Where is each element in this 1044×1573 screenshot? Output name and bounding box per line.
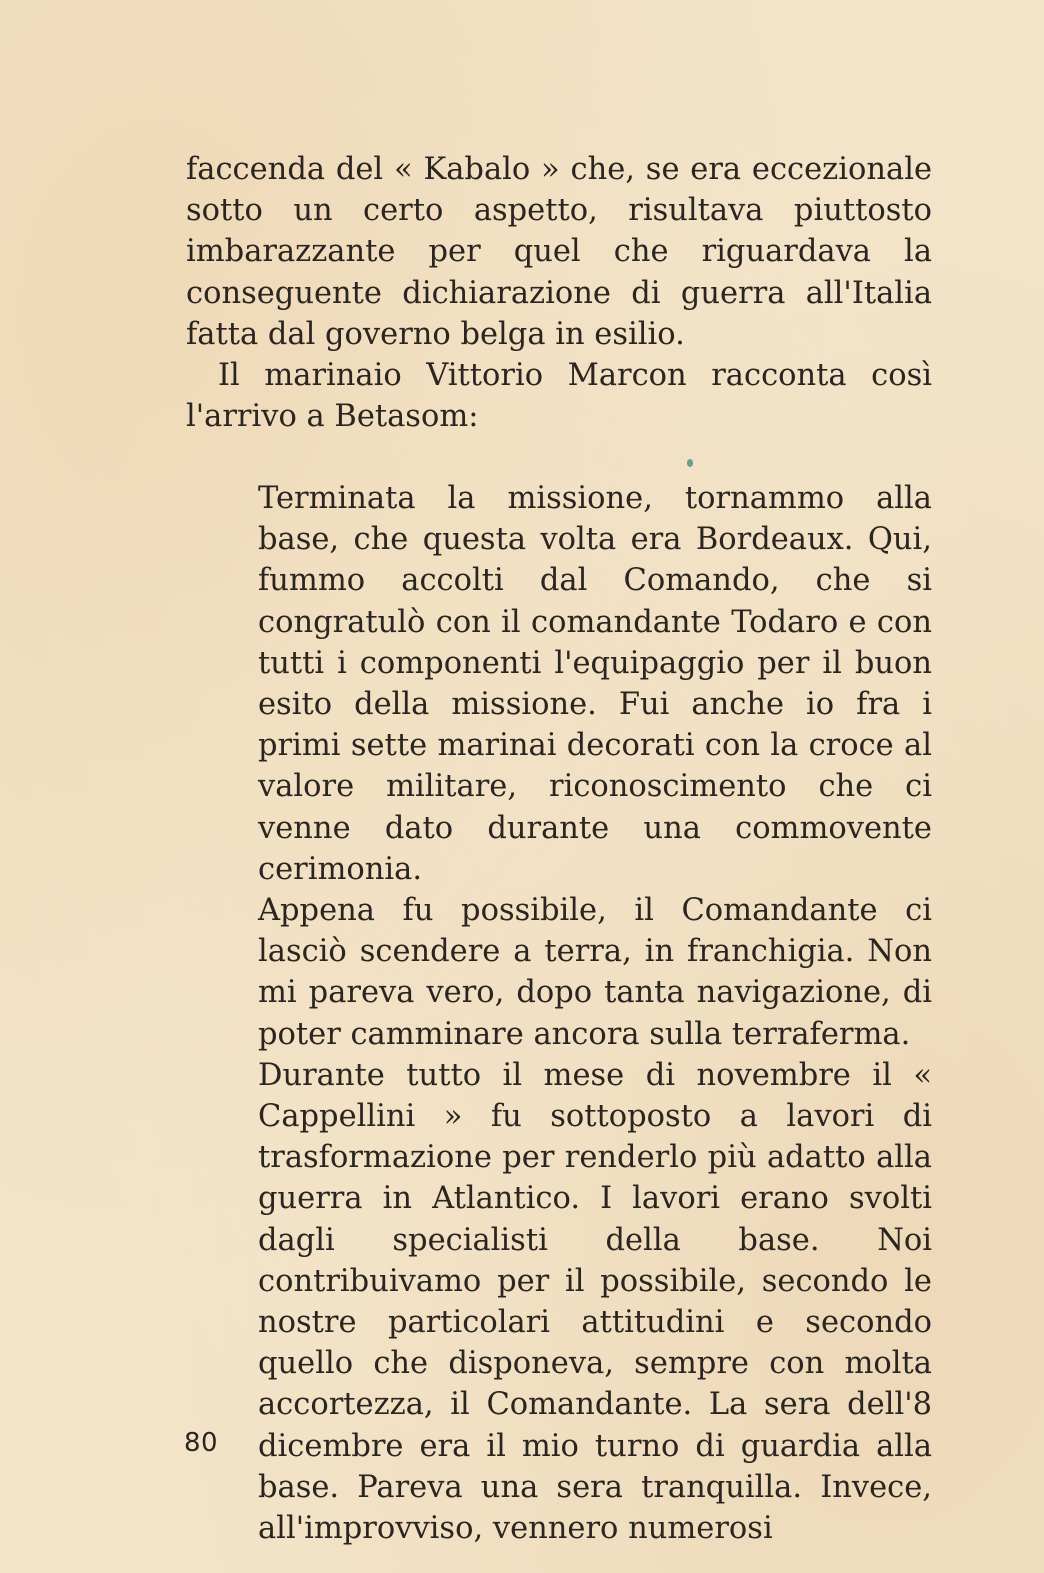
quote-paragraph-3: Durante tutto il mese di novembre il « Cappellini » fu sottoposto a lavori di trasformazione per renderlo più adatto alla guerra in Atlantico. I lavori erano svolti dagli specialisti della base. Noi contribuivamo per il possibile, secondo le nostre particolari attitudini e secondo quello che disponeva, sempre con molta accortezza, il Comandante. La sera dell'8 dicembre era il mio turno di guardia alla base. Pareva una sera tranquilla. Invece, all'improvviso, vennero numerosi	[258, 1057, 932, 1547]
quote-paragraph-1: Terminata la missione, tornammo alla base, che questa volta era Bordeaux. Qui, fummo accolti dal Comando, che si congratulò con il comandante Todaro e con tutti i componenti l'equipaggio per il buon esito della missione. Fui anche io fra i primi sette marinai decorati con la croce al valore militare, riconoscimento che ci venne dato durante una commovente cerimonia.	[258, 481, 932, 887]
lead-paragraph: Il marinaio Vittorio Marcon racconta così l'arrivo a Betasom:	[186, 358, 932, 435]
ink-speck	[687, 459, 693, 467]
block-quote	[258, 478, 932, 1549]
intro-paragraph: faccenda del « Kabalo » che, se era eccezionale sotto un certo aspetto, risultava piuttosto imbarazzante per quel che riguardava la conseguente dichiarazione di guerra all'Italia fatta dal governo belga in esilio.	[186, 152, 932, 352]
page-number: 80	[184, 1428, 219, 1458]
quote-paragraph-2: Appena fu possibile, il Comandante ci lasciò scendere a terra, in franchigia. Non mi pareva vero, dopo tanta navigazione, di poter camminare ancora sulla terraferma.	[258, 893, 932, 1052]
body-text	[186, 149, 932, 437]
